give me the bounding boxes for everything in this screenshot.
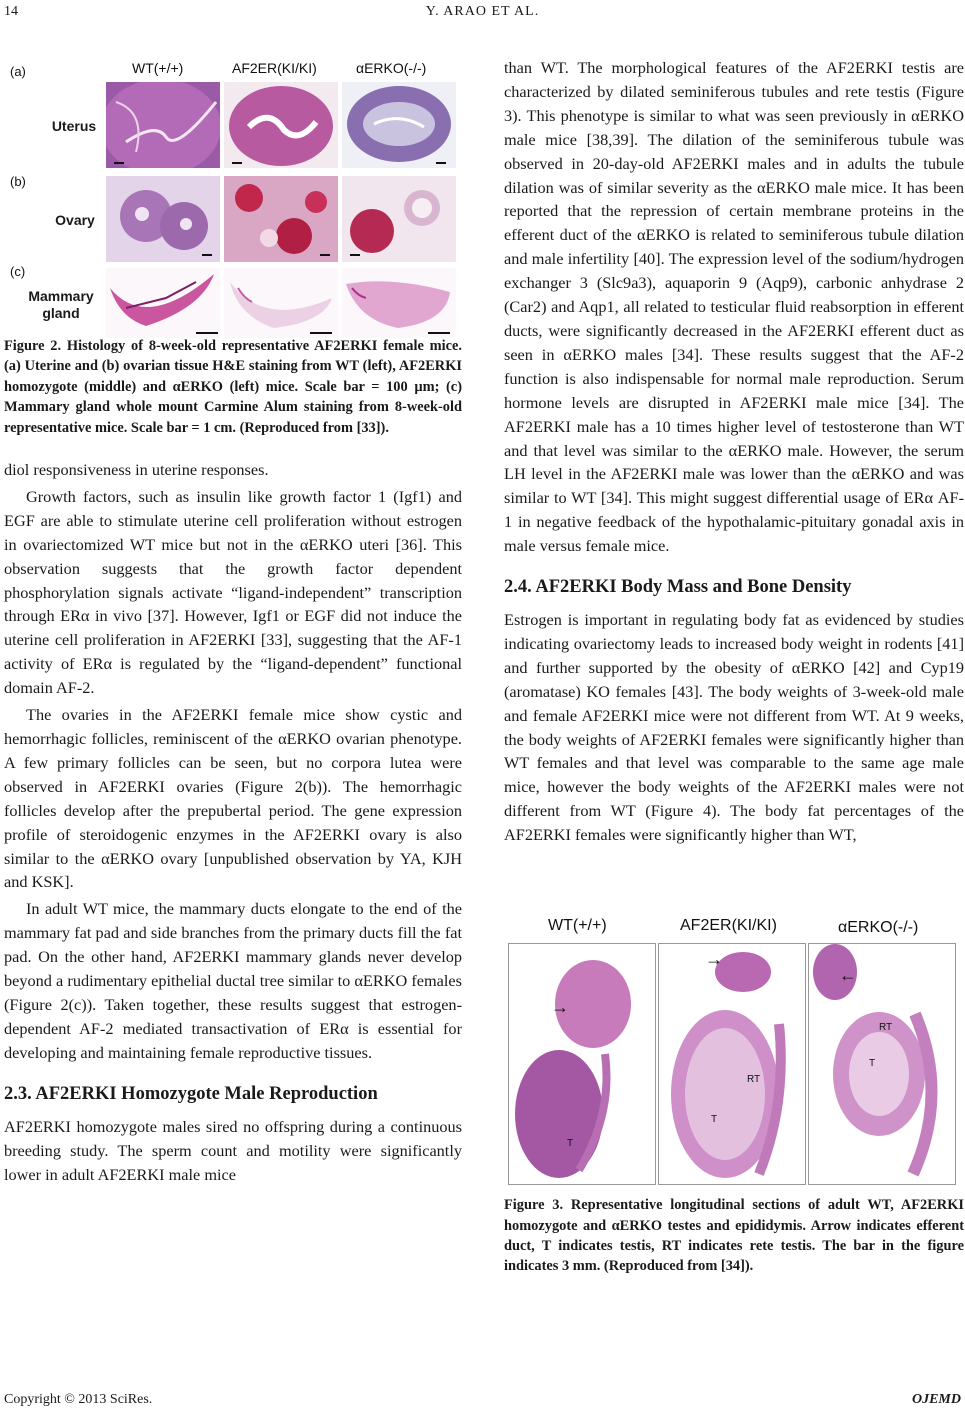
left-column	[4, 56, 462, 1186]
scale-bar-ovary-af2erki	[320, 254, 330, 256]
mammary-wt-image	[106, 268, 220, 338]
column-label-aerko: αERKO(-/-)	[356, 60, 427, 76]
panel-label-c: (c)	[10, 264, 26, 279]
label-testis: T	[869, 1058, 876, 1070]
page-number: 14	[4, 4, 18, 19]
label-testis: T	[711, 1114, 718, 1126]
column-label-wt: WT(+/+)	[132, 60, 184, 76]
scale-bar-uterus-wt	[114, 162, 124, 164]
label-rete-testis: RT	[747, 1074, 761, 1086]
ovary-aerko-image	[342, 176, 456, 262]
ovary-af2erki-image	[224, 176, 338, 262]
uterus-af2erki-image	[224, 82, 338, 168]
figure-2-caption: Figure 2. Histology of 8-week-old representative AF2ERKI female mice. (a) Uterine and (b) ovarian tissue H&E staining from WT (left), AF2ERKI homozygote (middle) and αERKO (left) mice. Scale bar = 100 µm; (c) Mammary gland whole mount Carmine Alum staining from 8-week-old representative mice. Scale bar = 1 cm. (Reproduced from [33]).	[4, 338, 462, 436]
label-rete-testis: RT	[879, 1022, 893, 1034]
paragraph: AF2ERKI homozygote males sired no offspring during a continuous breeding study. The sperm count and motility were significantly lower in adult AF2ERKI male mice	[4, 1116, 462, 1184]
section-heading-2-3: 2.3. AF2ERKI Homozygote Male Reproduction	[4, 1083, 378, 1104]
row-label-ovary: Ovary	[55, 212, 95, 228]
uterus-aerko-image	[342, 82, 456, 168]
journal-name: OJEMD	[911, 1392, 961, 1407]
figure-3-caption: Figure 3. Representative longitudinal sections of adult WT, AF2ERKI homozygote and αERKO testes and epididymis. Arrow indicates efferent duct, T indicates testis, RT indicates rete testis. The bar in the figure indicates 3 mm. (Reproduced from [34]).	[504, 1197, 964, 1275]
column-label-af2erki: AF2ER(KI/KI)	[232, 60, 317, 76]
figure-3	[504, 887, 964, 1187]
paragraph: Estrogen is important in regulating body fat as evidenced by studies indicating ovariectomy leads to increased body weight in rodents [41] and further supported by the obesity of αERKO [42] and Cyp19 (aromatase) KO females [43]. The body weights of 3-week-old male and female AF2ERKI mice were not different from WT. At 9 weeks, the body weights of AF2ERKI females were significantly higher than WT females and that level was comparable to the same age male mice, however the body weights of the AF2ERKI males were not different from WT (Figure 4). The body fat percentages of the AF2ERKI females were significantly higher than WT,	[504, 610, 964, 845]
arrow-efferent-duct-icon: ←	[839, 965, 857, 986]
scale-bar-uterus-aerko	[436, 162, 446, 164]
paragraph: In adult WT mice, the mammary ducts elongate to the end of the mammary fat pad and side branches from the primary ducts fill the fat pad. On the other hand, AF2ERKI mammary glands never develop beyond a rudimentary epithelial ductal tree similar to αERKO females (Figure 2(c)). Taken together, these results suggest that estrogen-dependent AF-2 mediated transactivation of ERα is essential for developing and maintaining female reproductive tissues.	[4, 899, 462, 1062]
scale-bar-mammary-af2erki	[310, 332, 332, 334]
mammary-aerko-image	[342, 268, 456, 338]
testis-af2erki-image	[658, 943, 806, 1185]
section-heading-2-4: 2.4. AF2ERKI Body Mass and Bone Density	[504, 577, 852, 598]
column-label-af2erki: AF2ER(KI/KI)	[680, 917, 777, 935]
arrow-efferent-duct-icon: →	[551, 997, 569, 1018]
paragraph: The ovaries in the AF2ERKI female mice show cystic and hemorrhagic follicles, reminiscent of the αERKO ovarian phenotype. A few primary follicles can be seen, but no corpora lutea were observed in AF2ERKI ovaries (Figure 2(b)). The hemorrhagic follicles develop after the prepubertal period. The gene expression profile of steroidogenic enzymes in the AF2ERKI ovary is also similar to the αERKO ovary [unpublished observation by YA, KJH and KSK].	[4, 705, 462, 892]
figure-2	[4, 56, 462, 321]
column-label-wt: WT(+/+)	[548, 917, 607, 935]
running-head: Y. ARAO ET AL.	[425, 4, 540, 19]
uterus-wt-image	[106, 82, 220, 168]
paragraph: diol responsiveness in uterine responses.	[4, 460, 269, 480]
scale-bar-uterus-af2erki	[232, 162, 242, 164]
mammary-af2erki-image	[224, 268, 338, 338]
ovary-wt-image	[106, 176, 220, 262]
scale-bar-mammary-aerko	[428, 332, 450, 334]
scale-bar-ovary-wt	[202, 254, 212, 256]
label-testis: T	[567, 1138, 574, 1150]
row-label-uterus: Uterus	[51, 118, 97, 134]
panel-label-b: (b)	[10, 174, 26, 189]
row-label-mammary: Mammary gland	[28, 288, 94, 321]
scale-bar-mammary-wt	[196, 332, 218, 334]
right-column	[504, 56, 964, 1277]
copyright: Copyright © 2013 SciRes.	[4, 1392, 153, 1407]
testis-wt-image	[508, 943, 656, 1185]
arrow-efferent-duct-icon: →	[705, 949, 723, 970]
scale-bar-ovary-aerko	[350, 254, 360, 256]
column-label-aerko: αERKO(-/-)	[838, 919, 919, 937]
testis-aerko-image	[808, 943, 956, 1185]
paragraph: Growth factors, such as insulin like growth factor 1 (Igf1) and EGF are able to stimulate uterine cell proliferation without estrogen in ovariectomized WT mice but not in the αERKO uteri [36]. This observation suggests that the growth factor dependent phosphorylation signals activate “ligand-independent” transcription through ERα in vivo [37]. However, Igf1 or EGF did not induce the uterine cell proliferation in AF2ERKI [33], suggesting that the AF-1 activity of ERα is regulated by the “ligand-dependent” functional domain AF-2.	[4, 486, 462, 698]
paragraph: than WT. The morphological features of the AF2ERKI testis are characterized by dilated seminiferous tubules and rete testis (Figure 3). This phenotype is similar to what was seen previously in αERKO male mice [38,39]. The dilation of the seminiferous tubule was observed in 20-day-old AF2ERKI males and in adults the tubule dilation was of similar severity as the αERKO male mice. It has been reported that the repression of certain membrane proteins in the efferent duct of the αERKO is related to seminiferous tubule dilation and male infertility [40]. The expression level of the sodium/hydrogen exchanger 3 (Slc9a3), aquaporin 9 (Aqp9), carbonic anhydrase 2 (Car2) and Aqp1, all related to testicular fluid reabsorption in efferent ducts, were significantly decreased in the AF2ERKI efferent duct as seen in αERKO males [34]. These results suggest that the AF-2 function is also indispensable for normal male reproduction. Serum hormone levels are disrupted in AF2ERKI male mice [34]. The AF2ERKI male has a 10 times higher level of testosterone than WT and that level was similar to the αERKO male. However, the serum LH level in the AF2ERKI male was lower than the αERKO and was similar to WT [34]. This might suggest differential usage of ERα AF-1 in negative feedback of the hypothalamic-pituitary gonadal axis in male versus female mice.	[504, 58, 964, 556]
panel-label-a: (a)	[10, 64, 26, 79]
